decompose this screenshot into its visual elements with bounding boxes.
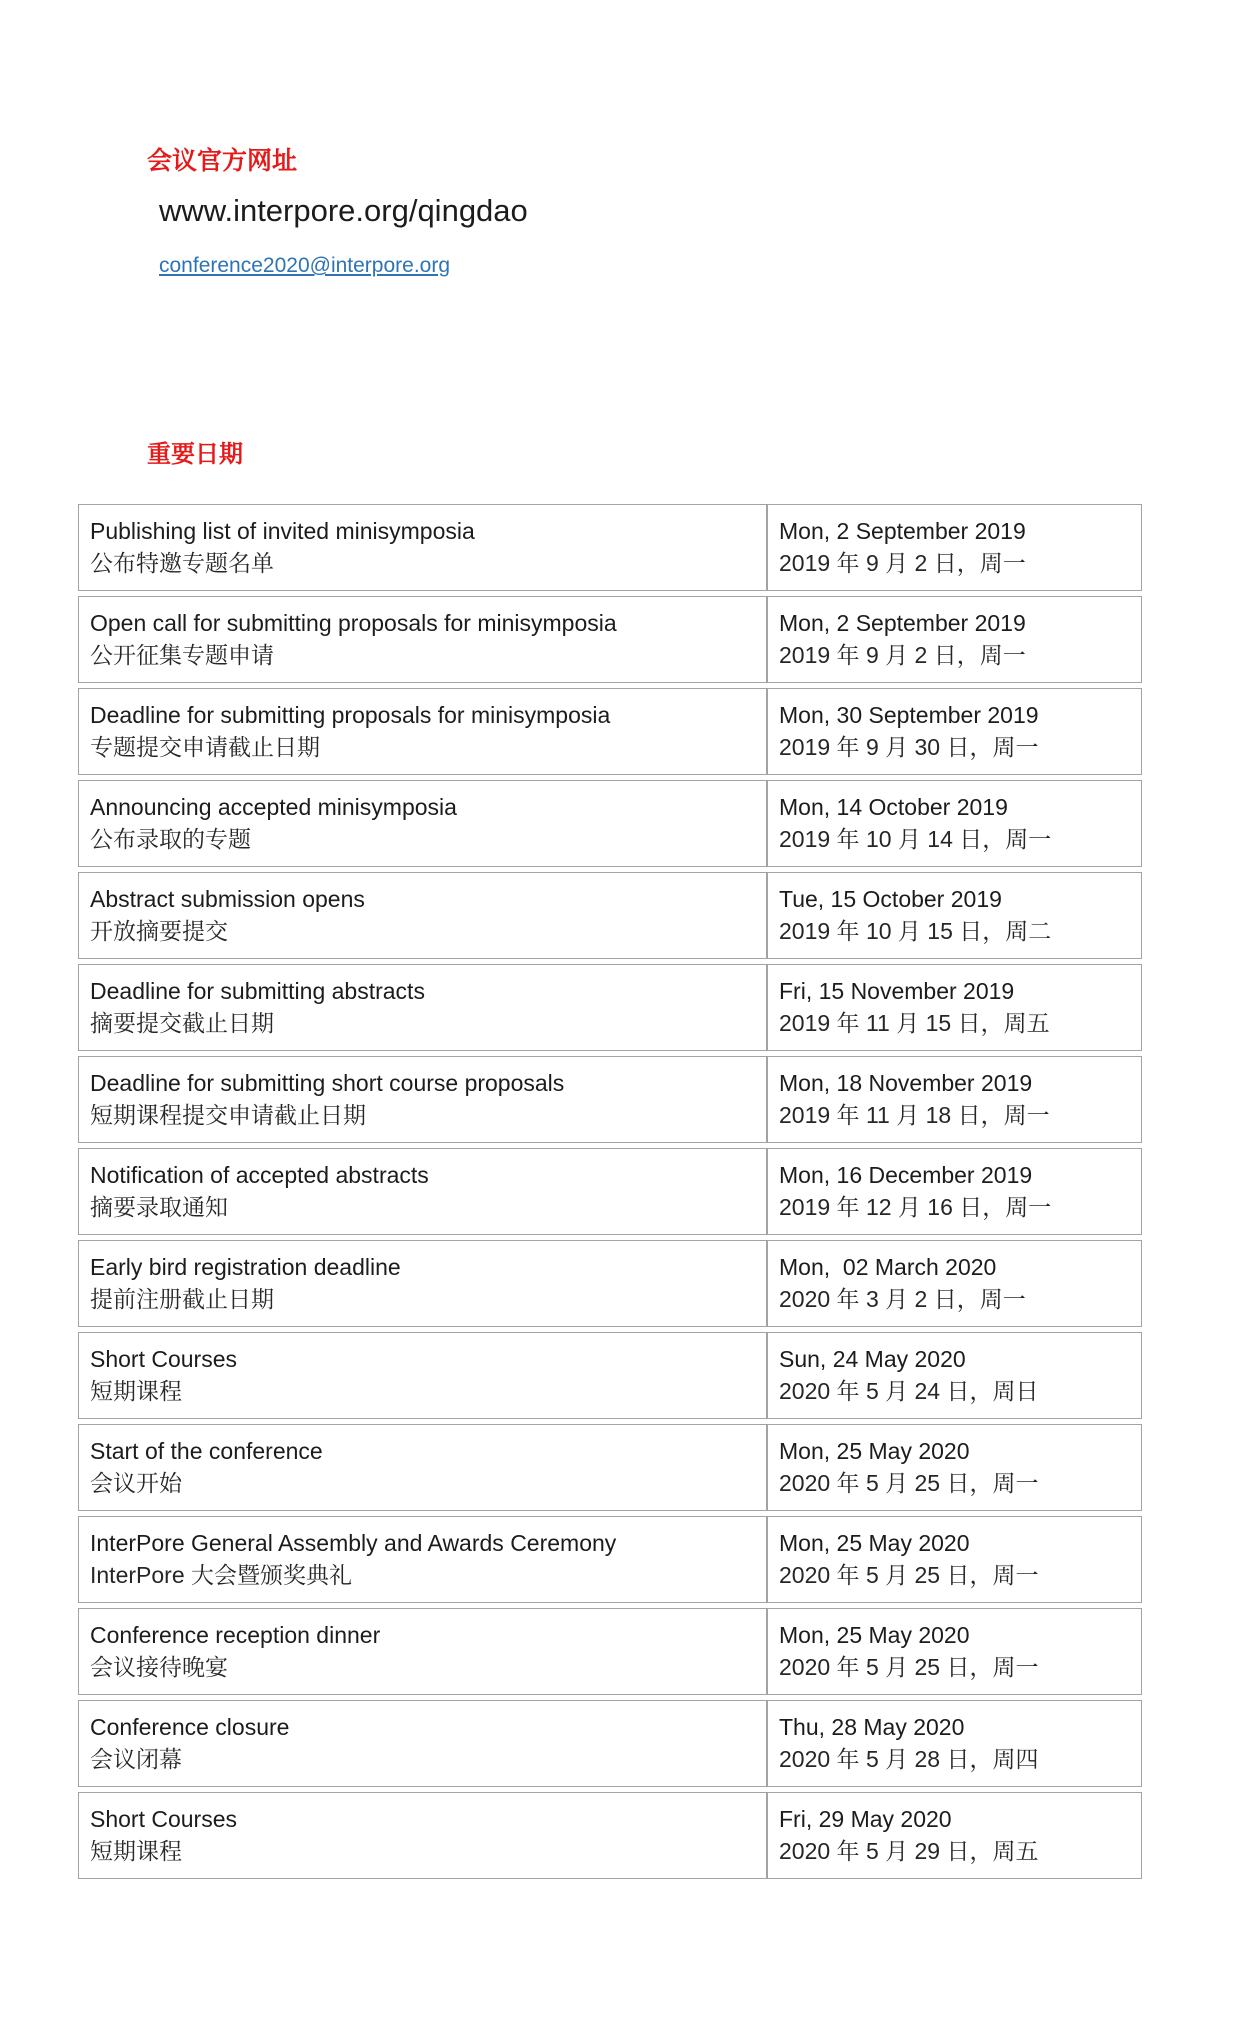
event-date-zh: 2019 年 11 月 18 日，周一 (779, 1102, 1050, 1128)
event-date-en: Mon, 2 September 2019 (779, 518, 1026, 544)
event-cell (78, 1424, 767, 1511)
table-row (78, 1056, 1142, 1143)
event-name-en: InterPore General Assembly and Awards Ceremony (90, 1530, 617, 1556)
dates-section-heading: 重要日期 (147, 441, 243, 468)
event-date-en: Fri, 29 May 2020 (779, 1806, 952, 1832)
date-cell (767, 688, 1142, 775)
table-row (78, 1148, 1142, 1235)
event-name-en: Early bird registration deadline (90, 1254, 401, 1280)
table-row (78, 1608, 1142, 1695)
event-cell (78, 1056, 767, 1143)
event-date-zh: 2019 年 9 月 2 日，周一 (779, 550, 1026, 576)
event-cell (78, 964, 767, 1051)
event-name-en: Publishing list of invited minisymposia (90, 518, 475, 544)
event-name-zh: 摘要录取通知 (90, 1194, 228, 1220)
event-cell (78, 596, 767, 683)
event-date-en: Mon, 25 May 2020 (779, 1622, 970, 1648)
date-cell (767, 1240, 1142, 1327)
table-row (78, 872, 1142, 959)
event-name-zh: 短期课程提交申请截止日期 (90, 1102, 366, 1128)
table-row (78, 1700, 1142, 1787)
email-link[interactable]: conference2020@interpore.org (159, 254, 451, 277)
date-cell (767, 1148, 1142, 1235)
event-date-en: Mon, 25 May 2020 (779, 1530, 970, 1556)
date-cell (767, 596, 1142, 683)
event-date-zh: 2019 年 9 月 30 日，周一 (779, 734, 1039, 760)
event-name-en: Start of the conference (90, 1438, 323, 1464)
event-name-en: Conference closure (90, 1714, 290, 1740)
date-cell (767, 1700, 1142, 1787)
table-row (78, 1516, 1142, 1603)
event-date-en: Mon, 25 May 2020 (779, 1438, 970, 1464)
event-name-zh: 会议闭幕 (90, 1746, 182, 1772)
event-date-zh: 2020 年 5 月 29 日，周五 (779, 1838, 1039, 1864)
event-name-zh: 短期课程 (90, 1378, 182, 1404)
date-cell (767, 872, 1142, 959)
event-name-zh: 开放摘要提交 (90, 918, 228, 944)
event-date-zh: 2019 年 10 月 15 日，周二 (779, 918, 1052, 944)
table-row (78, 1792, 1142, 1879)
event-name-zh: 专题提交申请截止日期 (90, 734, 320, 760)
date-cell (767, 1332, 1142, 1419)
event-cell (78, 1700, 767, 1787)
event-name-en: Short Courses (90, 1806, 238, 1832)
event-name-zh: 摘要提交截止日期 (90, 1010, 274, 1036)
event-date-zh: 2019 年 11 月 15 日，周五 (779, 1010, 1050, 1036)
event-name-en: Deadline for submitting proposals for minisymposia (90, 702, 611, 728)
event-name-en: Deadline for submitting abstracts (90, 978, 425, 1004)
date-cell (767, 964, 1142, 1051)
event-date-en: Mon, 30 September 2019 (779, 702, 1039, 728)
event-name-zh: 公布录取的专题 (90, 826, 251, 852)
event-cell (78, 504, 767, 591)
event-name-en: Deadline for submitting short course proposals (90, 1070, 565, 1096)
event-date-en: Tue, 15 October 2019 (779, 886, 1002, 912)
event-name-zh: 会议接待晚宴 (90, 1654, 228, 1680)
event-date-zh: 2020 年 5 月 25 日，周一 (779, 1654, 1039, 1680)
event-date-en: Sun, 24 May 2020 (779, 1346, 966, 1372)
event-date-en: Thu, 28 May 2020 (779, 1714, 965, 1740)
event-date-zh: 2020 年 5 月 25 日，周一 (779, 1562, 1039, 1588)
event-cell (78, 1608, 767, 1695)
event-name-en: Short Courses (90, 1346, 238, 1372)
event-name-en: Conference reception dinner (90, 1622, 381, 1648)
event-date-en: Mon, 16 December 2019 (779, 1162, 1033, 1188)
date-cell (767, 1608, 1142, 1695)
event-cell (78, 1792, 767, 1879)
date-cell (767, 504, 1142, 591)
website-url-text: www.interpore.org/qingdao (159, 193, 528, 228)
event-cell (78, 688, 767, 775)
event-name-zh: 会议开始 (90, 1470, 182, 1496)
event-cell (78, 1148, 767, 1235)
table-row (78, 504, 1142, 591)
event-cell (78, 872, 767, 959)
event-cell (78, 1240, 767, 1327)
event-date-zh: 2020 年 5 月 24 日，周日 (779, 1378, 1039, 1404)
event-date-en: Mon, 2 September 2019 (779, 610, 1026, 636)
date-cell (767, 1424, 1142, 1511)
important-dates-table-body (78, 504, 1142, 1879)
event-cell (78, 780, 767, 867)
event-date-zh: 2020 年 3 月 2 日，周一 (779, 1286, 1026, 1312)
date-cell (767, 1056, 1142, 1143)
event-date-en: Mon, 18 November 2019 (779, 1070, 1033, 1096)
table-row (78, 780, 1142, 867)
date-cell (767, 780, 1142, 867)
website-section-heading: 会议官方网址 (147, 147, 298, 175)
event-date-zh: 2020 年 5 月 25 日，周一 (779, 1470, 1039, 1496)
event-cell (78, 1332, 767, 1419)
event-name-en: Announcing accepted minisymposia (90, 794, 457, 820)
event-date-zh: 2019 年 12 月 16 日，周一 (779, 1194, 1052, 1220)
event-date-zh: 2019 年 10 月 14 日，周一 (779, 826, 1052, 852)
table-row (78, 1240, 1142, 1327)
event-date-en: Fri, 15 November 2019 (779, 978, 1015, 1004)
event-name-en: Open call for submitting proposals for minisymposia (90, 610, 617, 636)
date-cell (767, 1516, 1142, 1603)
event-name-zh: InterPore 大会暨颁奖典礼 (90, 1562, 352, 1588)
event-cell (78, 1516, 767, 1603)
important-dates-table (78, 499, 1142, 1884)
table-row (78, 688, 1142, 775)
event-name-en: Notification of accepted abstracts (90, 1162, 429, 1188)
table-row (78, 1424, 1142, 1511)
event-date-zh: 2020 年 5 月 28 日，周四 (779, 1746, 1039, 1772)
table-row (78, 964, 1142, 1051)
event-name-zh: 公开征集专题申请 (90, 642, 274, 668)
table-row (78, 1332, 1142, 1419)
event-name-en: Abstract submission opens (90, 886, 365, 912)
event-date-en: Mon, 02 March 2020 (779, 1254, 997, 1280)
date-cell (767, 1792, 1142, 1879)
event-name-zh: 短期课程 (90, 1838, 182, 1864)
event-date-zh: 2019 年 9 月 2 日，周一 (779, 642, 1026, 668)
table-row (78, 596, 1142, 683)
event-date-en: Mon, 14 October 2019 (779, 794, 1008, 820)
event-name-zh: 提前注册截止日期 (90, 1286, 274, 1312)
event-name-zh: 公布特邀专题名单 (90, 550, 274, 576)
